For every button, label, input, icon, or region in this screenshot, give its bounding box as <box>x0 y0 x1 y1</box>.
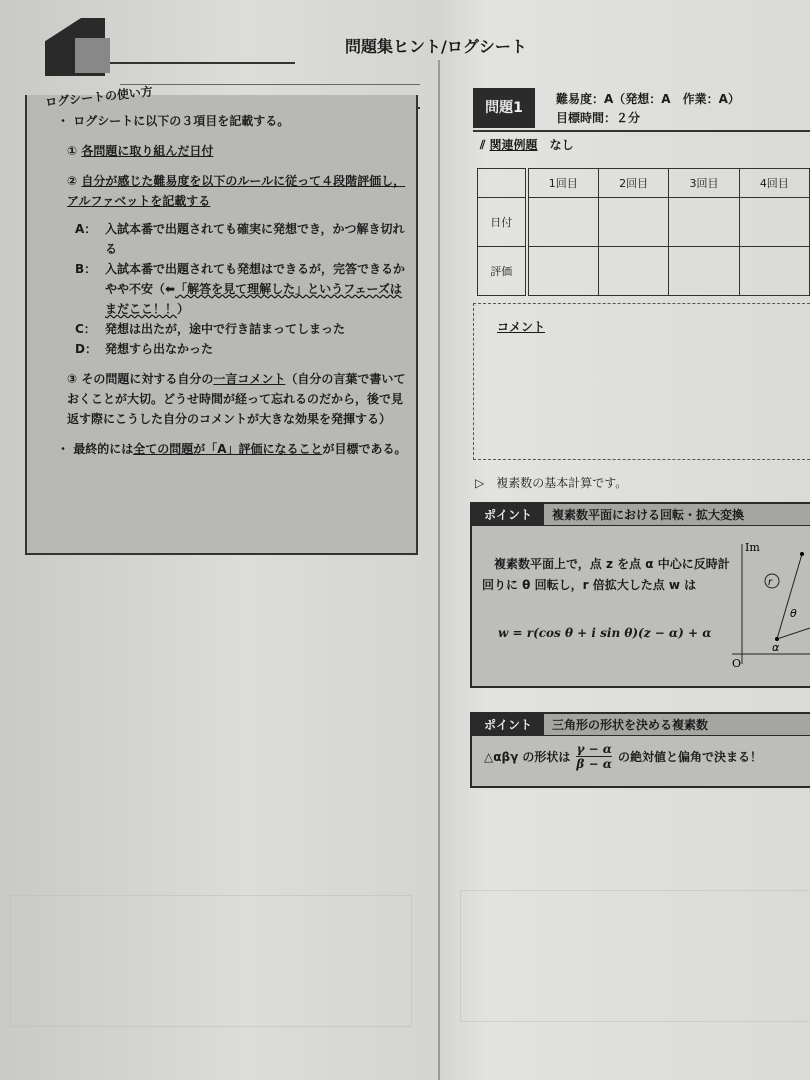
header-cell: 3回目 <box>669 169 739 198</box>
header-cell: 4回目 <box>739 169 809 198</box>
numerator: γ − α <box>576 742 613 756</box>
date-cell[interactable] <box>527 198 599 247</box>
point-body: 複素数平面上で，点 z を点 α 中心に反時計回りに θ 回転し，r 倍拡大した点 w は <box>482 557 730 592</box>
grade-cell[interactable] <box>527 247 599 296</box>
problem-note: ▷ 複素数の基本計算です。 <box>475 476 628 490</box>
date-cell[interactable] <box>598 198 668 247</box>
alpha-label: α <box>772 641 780 654</box>
grade-b: B： 入試本番で出題されても発想はできるが，完答できるかやや不安（⬅「解答を見て理解した」というフェーズはまだここ！！） <box>75 262 406 316</box>
log-table <box>477 168 810 296</box>
bleed-through-table <box>460 890 810 1022</box>
fraction <box>576 742 612 771</box>
date-cell[interactable] <box>669 198 739 247</box>
triangle-text: △αβγ の形状は <box>484 750 571 764</box>
point-tag: ポイント <box>472 504 544 526</box>
related-examples: ⫽ 関連例題 なし <box>480 138 574 152</box>
grade-cell[interactable] <box>669 247 739 296</box>
point-title: 三角形の形状を決める複素数 <box>544 714 810 736</box>
problem-label: 問題1 <box>473 88 535 128</box>
grade-c: C： 発想は出たが，途中で行き詰まってしまった <box>75 322 346 336</box>
rule <box>110 62 295 64</box>
formula: w = r(cos θ + i sin θ)(z − α) + α <box>498 626 712 640</box>
intro: ・ ログシートに以下の３項目を記載する。 <box>57 114 290 128</box>
point-box-triangle <box>470 712 810 788</box>
comment-label: コメント <box>497 320 546 334</box>
header-cell: 2回目 <box>598 169 668 198</box>
target-time: 目標時間：２分 <box>556 111 641 125</box>
usage-heading: ログシートの使い方 <box>44 84 154 110</box>
grade-cell[interactable] <box>739 247 809 296</box>
r-label: r <box>768 577 773 588</box>
column-divider <box>438 60 440 1080</box>
theta-label: θ <box>790 607 797 620</box>
item-2: ② 自分が感じた難易度を以下のルールに従って４段階評価し，アルファベットを記載する <box>67 174 406 208</box>
grade-d: D： 発想すら出なかった <box>75 342 214 356</box>
row-label: 日付 <box>478 198 527 247</box>
item-3: ③ その問題に対する自分の一言コメント（自分の言葉で書いておくことが大切。どうせ時間が経って忘れるのだから，後で見返す際にこうした自分のコメントが大きな効果を発揮する） <box>67 372 406 426</box>
rotation-diagram <box>732 539 810 669</box>
item-1: ① 各問題に取り組んだ日付 <box>67 144 214 158</box>
problem-info <box>556 90 740 128</box>
bleed-through-table <box>10 895 412 1027</box>
point-title: 複素数平面における回転・拡大変換 <box>544 504 810 526</box>
point-box-rotation <box>470 502 810 688</box>
im-label: Im <box>745 541 760 554</box>
grade-a: A： 入試本番で出題されても確実に発想でき，かつ解き切れる <box>75 222 405 256</box>
header-cell <box>478 169 527 198</box>
denominator: β − α <box>576 757 613 771</box>
point-tag: ポイント <box>472 714 544 736</box>
triangle-text-end: の絶対値と偏角で決まる！ <box>618 750 763 764</box>
grade-cell[interactable] <box>598 247 668 296</box>
row-label: 評価 <box>478 247 527 296</box>
header-cell: 1回目 <box>527 169 599 198</box>
difficulty: 難易度：A（発想：A 作業：A） <box>556 92 740 106</box>
corner-decoration <box>75 38 110 73</box>
final-goal: ・ 最終的には全ての問題が「A」評価になることが目標である。 <box>57 442 407 456</box>
page-title: 問題集ヒント/ログシート <box>345 37 527 56</box>
origin-label: O <box>732 657 742 669</box>
date-cell[interactable] <box>739 198 809 247</box>
usage-box <box>25 95 418 555</box>
